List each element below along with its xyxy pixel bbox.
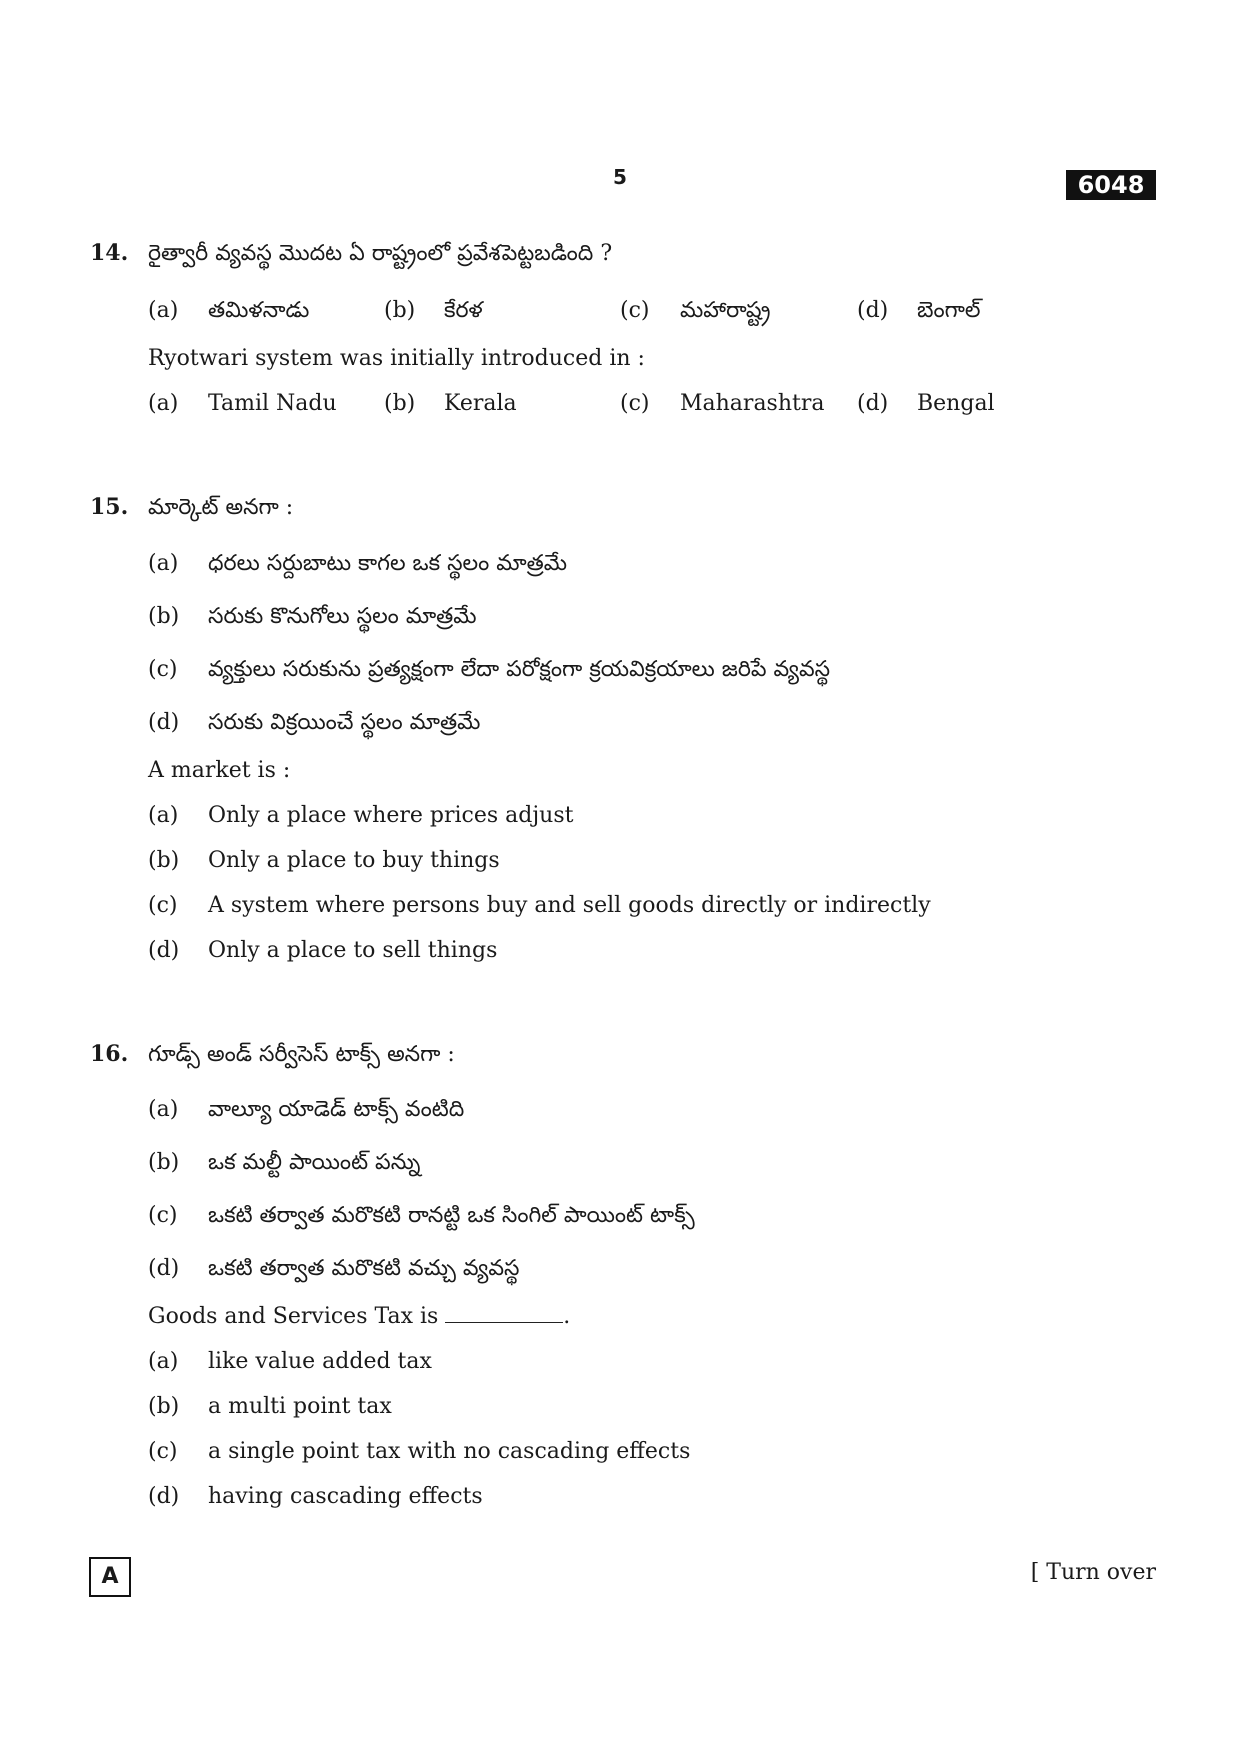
option-b-english: (b) Kerala (384, 391, 517, 416)
option-a-telugu: (a) వాల్యూ యాడెడ్ టాక్స్ వంటిది (148, 1097, 465, 1122)
option-c-english: (c) a single point tax with no cascading effects (148, 1439, 691, 1464)
fill-in-blank (445, 1304, 563, 1323)
option-c-english: (c) A system where persons buy and sell goods directly or indirectly (148, 893, 931, 918)
question-15 (90, 494, 293, 525)
option-a-telugu: (a) తమిళనాడు (148, 298, 310, 323)
option-b-telugu: (b) కేరళ (384, 298, 483, 323)
option-c-telugu: (c) ఒకటి తర్వాత మరొకటి రానట్టి ఒక సింగిల్ పాయింట్ టాక్స్ (148, 1203, 695, 1228)
question-text-english: Goods and Services Tax is . (148, 1304, 571, 1329)
question-number: 14. (90, 240, 129, 266)
option-d-telugu: (d) ఒకటి తర్వాత మరొకటి వచ్చు వ్యవస్థ (148, 1256, 520, 1281)
option-d-telugu: (d) బెంగాల్ (857, 298, 981, 323)
option-a-english: (a) like value added tax (148, 1349, 432, 1374)
option-b-telugu: (b) ఒక మల్టీ పాయింట్ పన్ను (148, 1150, 421, 1175)
booklet-series-box: A (89, 1557, 131, 1597)
option-b-english: (b) Only a place to buy things (148, 848, 500, 873)
page-number: 5 (613, 165, 627, 189)
question-text-telugu: మార్కెట్ అనగా : (148, 495, 294, 520)
question-14 (90, 240, 612, 271)
option-c-telugu: (c) వ్యక్తులు సరుకును ప్రత్యక్షంగా లేదా పరోక్షంగా క్రయవిక్రయాలు జరిపే వ్యవస్థ (148, 657, 831, 682)
question-text-telugu: రైత్వారీ వ్యవస్థ మొదట ఏ రాష్ట్రంలో ప్రవేశపెట్టబడింది ? (148, 241, 613, 266)
option-d-english: (d) having cascading effects (148, 1484, 483, 1509)
option-d-english: (d) Only a place to sell things (148, 938, 498, 963)
paper-code: 6048 (1066, 170, 1156, 200)
question-16 (90, 1041, 455, 1072)
option-b-english: (b) a multi point tax (148, 1394, 392, 1419)
option-b-telugu: (b) సరుకు కొనుగోలు స్థలం మాత్రమే (148, 604, 477, 629)
question-text-english: Ryotwari system was initially introduced in : (148, 346, 645, 371)
option-d-english: (d) Bengal (857, 391, 995, 416)
option-a-english: (a) Tamil Nadu (148, 391, 337, 416)
option-c-english: (c) Maharashtra (620, 391, 825, 416)
option-d-telugu: (d) సరుకు విక్రయించే స్థలం మాత్రమే (148, 710, 481, 735)
question-number: 16. (90, 1041, 129, 1067)
option-c-telugu: (c) మహారాష్ట్ర (620, 298, 771, 323)
question-text-telugu: గూడ్స్ అండ్ సర్వీసెస్ టాక్స్ అనగా : (148, 1042, 455, 1067)
option-a-english: (a) Only a place where prices adjust (148, 803, 574, 828)
question-number: 15. (90, 494, 129, 520)
question-text-english: A market is : (148, 758, 291, 783)
turn-over-note: [ Turn over (1030, 1560, 1156, 1585)
option-a-telugu: (a) ధరలు సర్దుబాటు కాగల ఒక స్థలం మాత్రమే (148, 551, 568, 576)
